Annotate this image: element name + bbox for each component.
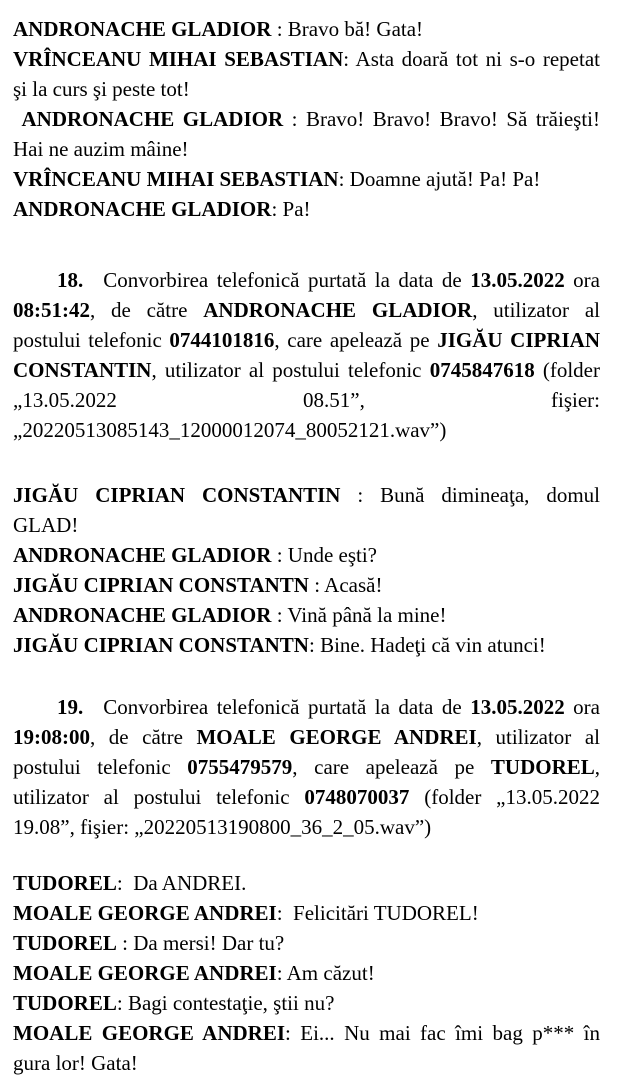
speaker-name: ANDRONACHE GLADIOR	[13, 603, 272, 627]
speaker-name: ANDRONACHE GLADIOR	[13, 197, 272, 221]
emphasized-text-segment: 13.05.2022	[470, 695, 565, 719]
speaker-separator: :	[116, 991, 128, 1015]
speaker-name: TUDOREL	[13, 871, 117, 895]
text-segment: Convorbirea telefonică purtată la data de	[103, 268, 471, 292]
speaker-name: VRÎNCEANU MIHAI SEBASTIAN	[13, 47, 344, 71]
text-segment: , utilizator al postului telefonic	[13, 298, 600, 352]
text-segment: (folder „13.05.2022 19.08”, fişier: „20220513190800_36_2_05.wav”)	[13, 785, 600, 839]
speaker-name: MOALE GEORGE ANDREI	[13, 901, 277, 925]
dialogue-line	[13, 164, 600, 194]
dialogue-line	[13, 104, 600, 164]
speaker-separator: :	[283, 107, 306, 131]
dialogue-line	[13, 480, 600, 540]
speaker-separator: :	[276, 961, 287, 985]
opening-dialogue	[13, 14, 600, 224]
speaker-separator: :	[276, 901, 294, 925]
utterance-text: Bine. Hadeţi că vin atunci!	[320, 633, 546, 657]
speaker-separator: :	[116, 931, 134, 955]
text-segment: , care apelează pe	[274, 328, 438, 352]
text-segment: ora	[564, 695, 600, 719]
conversation-18-header	[13, 265, 600, 445]
text-segment: , utilizator al postului telefonic	[13, 725, 600, 779]
emphasized-text-segment: 0744101816	[169, 328, 275, 352]
dialogue-line	[13, 928, 600, 958]
speaker-name: TUDOREL	[13, 931, 117, 955]
emphasized-text-segment: 13.05.2022	[470, 268, 565, 292]
document-content	[13, 14, 600, 1078]
dialogue-line	[13, 600, 600, 630]
speaker-separator: :	[271, 17, 288, 41]
text-segment: Convorbirea telefonică purtată la data de	[103, 695, 471, 719]
speaker-separator: :	[271, 543, 288, 567]
dialogue-line	[13, 540, 600, 570]
speaker-name: JIGĂU CIPRIAN CONSTANTIN	[13, 483, 341, 507]
utterance-text: Bravo bă! Gata!	[287, 17, 424, 41]
emphasized-text-segment: 19:08:00	[13, 725, 90, 749]
emphasized-text-segment: ANDRONACHE GLADIOR	[203, 298, 473, 322]
text-segment: , utilizator al postului telefonic	[13, 755, 600, 809]
text-segment: (folder „13.05.2022 08.51”, fişier: „20220513085143_12000012074_80052121.wav”)	[13, 358, 600, 442]
emphasized-text-segment: MOALE GEORGE ANDREI	[196, 725, 477, 749]
paragraph-number: 18.	[57, 268, 84, 292]
emphasized-text-segment: JIGĂU CIPRIAN CONSTANTIN	[13, 328, 600, 382]
utterance-text: Da mersi! Dar tu?	[133, 931, 285, 955]
conversation-19-header	[13, 692, 600, 842]
speaker-separator: :	[343, 47, 356, 71]
speaker-name: ANDRONACHE GLADIOR	[13, 543, 272, 567]
dialogue-line	[13, 630, 600, 660]
speaker-separator: :	[116, 871, 134, 895]
utterance-text: Am căzut!	[286, 961, 375, 985]
speaker-separator: :	[308, 573, 325, 597]
dialogue-line	[13, 570, 600, 600]
speaker-name: JIGĂU CIPRIAN CONSTANTN	[13, 633, 309, 657]
utterance-text: Pa!	[282, 197, 311, 221]
speaker-separator: :	[271, 603, 288, 627]
utterance-text: Da ANDREI.	[133, 871, 247, 895]
speaker-name: MOALE GEORGE ANDREI	[13, 961, 277, 985]
utterance-text: Unde eşti?	[287, 543, 378, 567]
utterance-text: Ei... Nu mai fac îmi bag p*** în gura lor! Gata!	[13, 1021, 600, 1075]
text-segment: ora	[564, 268, 600, 292]
emphasized-text-segment: 0745847618	[429, 358, 535, 382]
utterance-text: Bună dimineaţa, domul GLAD!	[13, 483, 600, 537]
emphasized-text-segment: 08:51:42	[13, 298, 90, 322]
speaker-separator: :	[340, 483, 381, 507]
dialogue-line	[13, 958, 600, 988]
speaker-name: ANDRONACHE GLADIOR	[13, 17, 272, 41]
speaker-name: JIGĂU CIPRIAN CONSTANTN	[13, 573, 309, 597]
dialogue-line	[13, 988, 600, 1018]
speaker-separator: :	[271, 197, 283, 221]
text-segment: , care apelează pe	[292, 755, 491, 779]
text-segment: , de către	[90, 298, 204, 322]
conversation-19-dialogue	[13, 868, 600, 1078]
speaker-name: VRÎNCEANU MIHAI SEBASTIAN	[13, 167, 339, 191]
utterance-text: Bagi contestaţie, ştii nu?	[127, 991, 335, 1015]
utterance-text: Vină până la mine!	[287, 603, 447, 627]
utterance-text: Felicitări TUDOREL!	[293, 901, 479, 925]
speaker-name: TUDOREL	[13, 991, 117, 1015]
utterance-text: Bravo! Bravo! Bravo! Să trăieşti! Hai ne auzim mâine!	[13, 107, 600, 161]
paragraph-number: 19.	[57, 695, 84, 719]
speaker-name: MOALE GEORGE ANDREI	[13, 1021, 286, 1045]
utterance-text: Doamne ajută! Pa! Pa!	[349, 167, 541, 191]
speaker-name: ANDRONACHE GLADIOR	[13, 107, 284, 131]
dialogue-line	[13, 14, 600, 44]
text-segment: , utilizator al postului telefonic	[151, 358, 430, 382]
dialogue-line	[13, 868, 600, 898]
dialogue-line	[13, 194, 600, 224]
emphasized-text-segment: 0755479579	[187, 755, 293, 779]
utterance-text: Acasă!	[324, 573, 383, 597]
dialogue-line	[13, 898, 600, 928]
emphasized-text-segment: 0748070037	[304, 785, 410, 809]
speaker-separator: :	[338, 167, 350, 191]
utterance-text: Asta doară tot ni s-o repetat şi la curs şi peste tot!	[13, 47, 600, 101]
dialogue-line	[13, 1018, 600, 1078]
speaker-separator: :	[285, 1021, 301, 1045]
emphasized-text-segment: TUDOREL	[490, 755, 595, 779]
text-segment: , de către	[90, 725, 197, 749]
speaker-separator: :	[308, 633, 321, 657]
conversation-18-dialogue	[13, 480, 600, 660]
dialogue-line	[13, 44, 600, 104]
